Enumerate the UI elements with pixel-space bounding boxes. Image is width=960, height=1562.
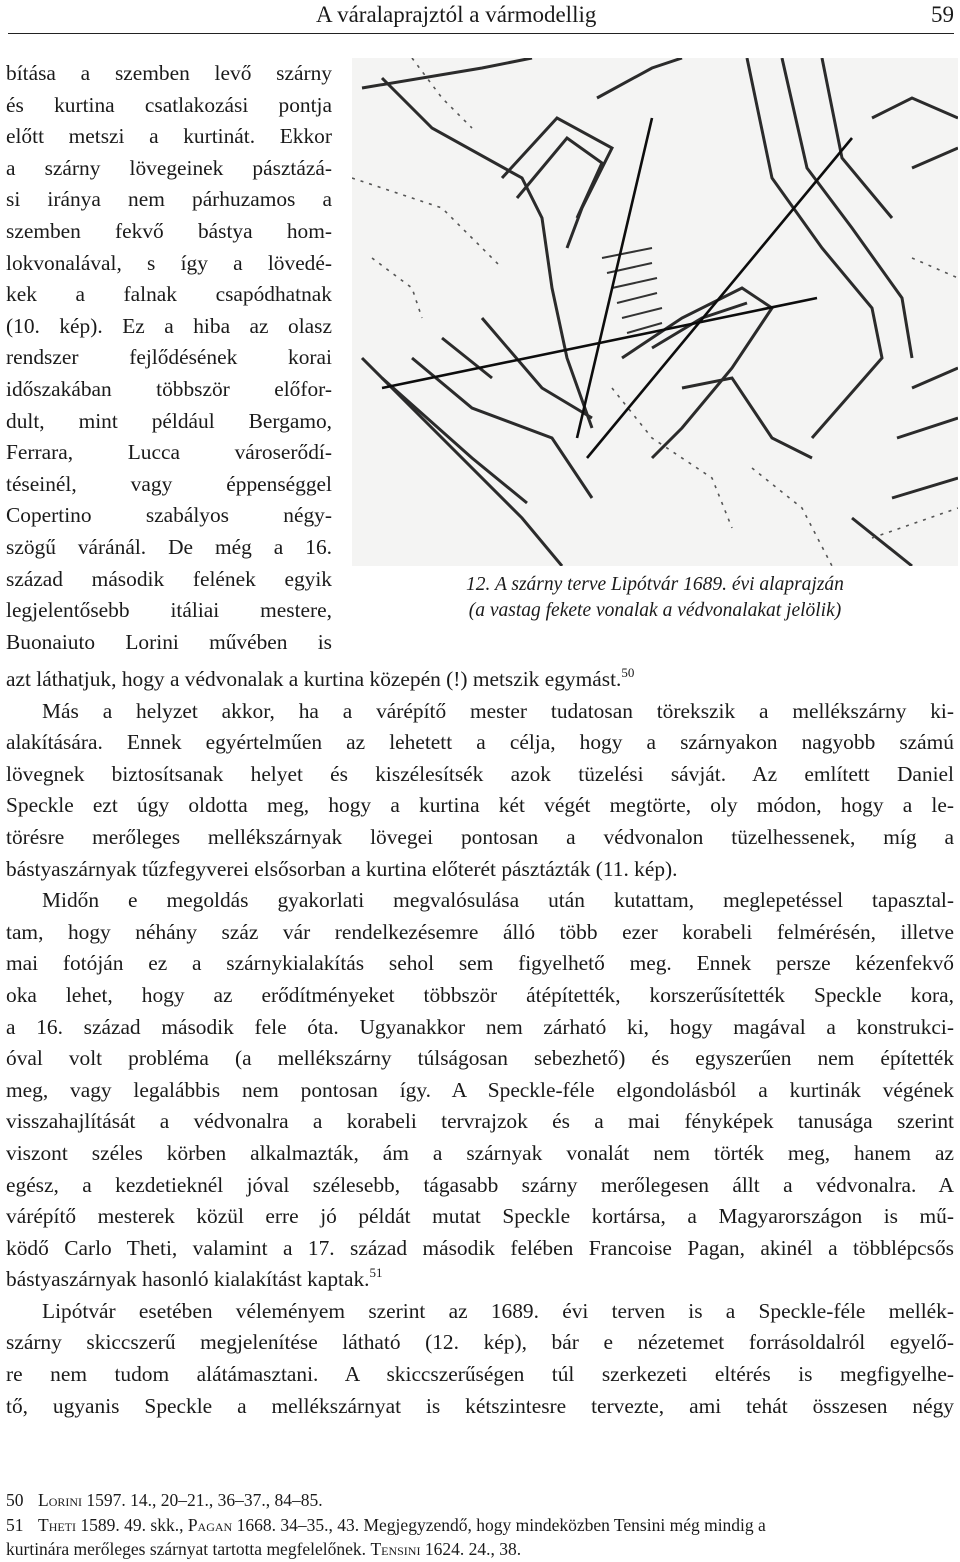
text-line: legjelentősebb itáliai mestere,	[6, 598, 332, 623]
text-line: szögű váránál. De még a 16.	[6, 534, 332, 559]
text-line: tam, hogy néhány száz vár rendelkezésemre álló több ezer korabeli felmérésén, illetve	[6, 919, 954, 944]
footnotes	[6, 1488, 954, 1562]
footnote-text: 1597. 14., 20–21., 36–37., 84–85.	[82, 1490, 323, 1510]
text-line: Más a helyzet akkor, ha a várépítő mester tudatosan törekszik a mellékszárny ki-	[42, 698, 954, 723]
text-line: szemben fekvő bástya hom-	[6, 218, 332, 243]
footnote-author: Theti	[38, 1514, 77, 1535]
page-number: 59	[931, 2, 954, 27]
text-line: Lipótvár esetében véleményem szerint az 1689. évi terven is a Speckle-féle mellék-	[42, 1298, 954, 1323]
text-line: Midőn e megoldás gyakorlati megvalósulása után kutattam, meglepetéssel tapasztal-	[42, 888, 954, 913]
text-line: várépítő mesterek közül erre jó példát mutat Speckle kortársa, a Magyarországon is mű-	[6, 1204, 954, 1229]
text-line: kek a falnak csapódhatnak	[6, 282, 332, 307]
text-line: Ferrara, Lucca városerődí-	[6, 440, 332, 465]
text-line: egész, a kezdetieknél jóval szélesebb, tágasabb szárny merőlegesen állt a védvonalra. A	[6, 1172, 954, 1197]
body-text	[6, 664, 954, 1422]
footnote-text: 1589. 49. skk.,	[76, 1514, 188, 1535]
footnote-text: 1624. 24., 38.	[420, 1539, 522, 1559]
text-line: lokvonalával, s így a lövedé-	[6, 250, 332, 275]
text-line: bástyaszárnyak hasonló kialakítást kaptak.$^{51}$	[6, 1265, 383, 1292]
caption-title: 12. A szárny terve Lipótvár 1689. évi alaprajzán	[466, 574, 844, 595]
text-line: előtt metszi a kurtinát. Ekkor	[6, 124, 332, 149]
footnote-number: 50	[6, 1490, 24, 1510]
footnote-author: Lorini	[38, 1490, 83, 1510]
text-line: visszahajlítását a védvonalra a korabeli tervrajzok és a mai fényképek tanusága szerint	[6, 1109, 954, 1134]
footnote-number: 51	[6, 1514, 24, 1535]
text-line: tő, ugyanis Speckle a mellékszárnyat is kétszintesre tervezte, ami tehát összesen négy	[6, 1393, 954, 1418]
text-line: oka lehet, hogy az erődítményeket többször átépítették, korszerűsítették Speckle kora,	[6, 982, 954, 1007]
text-line: Speckle ezt úgy oldotta meg, hogy a kurtina két végét megtörte, oly módon, hogy a le-	[6, 793, 954, 818]
footnote-author: Tensini	[370, 1539, 421, 1559]
text-line: bítása a szemben levő szárny	[6, 61, 332, 85]
text-line: meg, vagy legalábbis nem pontosan így. A Speckle-féle elgondolásból a kurtinák végének	[6, 1077, 954, 1102]
text-line: viszont széles körben alkalmazták, ám a szárnyak vonalát nem törték meg, hanem az	[6, 1140, 954, 1165]
footnote-text: 1668. 34–35., 43. Megjegyzendő, hogy mindeközben Tensini még mindig a	[232, 1514, 766, 1535]
text-line: óval volt probléma (a mellékszárny túlságosan sebezhető) és egyszerűen nem építették	[6, 1046, 954, 1071]
text-line: azt láthatjuk, hogy a védvonalak a kurtina közepén (!) metszik egymást.$^{50}$	[6, 665, 635, 691]
header-rule	[8, 33, 954, 34]
text-line: szárny skiccszerű megjelenítése látható (12. kép), bár e nézetemet forrásoldalról egyelő-	[6, 1330, 954, 1355]
text-line: téseinél, vagy éppenséggel	[6, 471, 332, 496]
fortress-plan-drawing	[352, 58, 958, 566]
figure-caption	[352, 572, 958, 624]
footnote-text: kurtinára merőleges szárnyat tartotta megfelelőnek.	[6, 1539, 371, 1559]
fortress-plan-figure	[352, 58, 958, 566]
footnote-50	[6, 1488, 954, 1513]
footnote-51	[6, 1513, 954, 1562]
caption-note: (a vastag fekete vonalak a védvonalakat jelölik)	[468, 600, 842, 621]
text-line: század második felének egyik	[6, 566, 332, 591]
text-line: rendszer fejlődésének korai	[6, 345, 332, 370]
text-line: alakítására. Ennek egyértelműen az lehetett a célja, hogy a szárnyakon nagyobb számú	[6, 730, 954, 755]
text-line: időszakában többször előfor-	[6, 376, 332, 401]
footnote-ref: 51	[369, 1265, 383, 1281]
wrapped-paragraph	[6, 58, 332, 658]
text-line: törésre merőleges mellékszárnyak lövegei pontosan a védvonalon tüzelhessenek, míg a	[6, 824, 954, 849]
page-header	[0, 0, 960, 30]
footnote-author: Pagan	[187, 1514, 233, 1535]
text-line: dult, mint például Bergamo,	[6, 408, 332, 433]
text-line: si iránya nem párhuzamos a	[6, 187, 332, 212]
text-line: a 16. század második fele óta. Ugyanakkor nem zárható ki, hogy magával a konstrukci-	[6, 1014, 954, 1039]
running-title: A váralaprajztól a vármodellig	[316, 2, 597, 27]
text-line: lövegnek biztosítsanak helyet és kiszélesítsék azok tüzelési sávját. Az említett Daniel	[6, 761, 954, 786]
text-line: a szárny lövegeinek pásztázá-	[6, 155, 332, 180]
footnote-ref: 50	[621, 665, 635, 680]
text-line: ködő Carlo Theti, valamint a 17. század második felében Francoise Pagan, akinél a többlépcsős	[6, 1235, 954, 1260]
text-line: bástyaszárnyak tűzfegyverei elsősorban a kurtina előterét pásztázták (11. kép).	[6, 856, 678, 881]
text-line: Copertino szabályos négy-	[6, 503, 332, 528]
text-line: és kurtina csatlakozási pontja	[6, 92, 332, 117]
text-line: re nem tudom alátámasztani. A skiccszerűségen túl szerkezeti eltérés is megfigyelhe-	[6, 1362, 954, 1387]
text-line: mai fotóján ez a szárnykialakítás sehol sem figyelhető meg. Ennek persze kézenfekvő	[6, 951, 954, 976]
text-line: (10. kép). Ez a hiba az olasz	[6, 313, 332, 338]
text-line: Buonaiuto Lorini művében is	[6, 629, 332, 654]
